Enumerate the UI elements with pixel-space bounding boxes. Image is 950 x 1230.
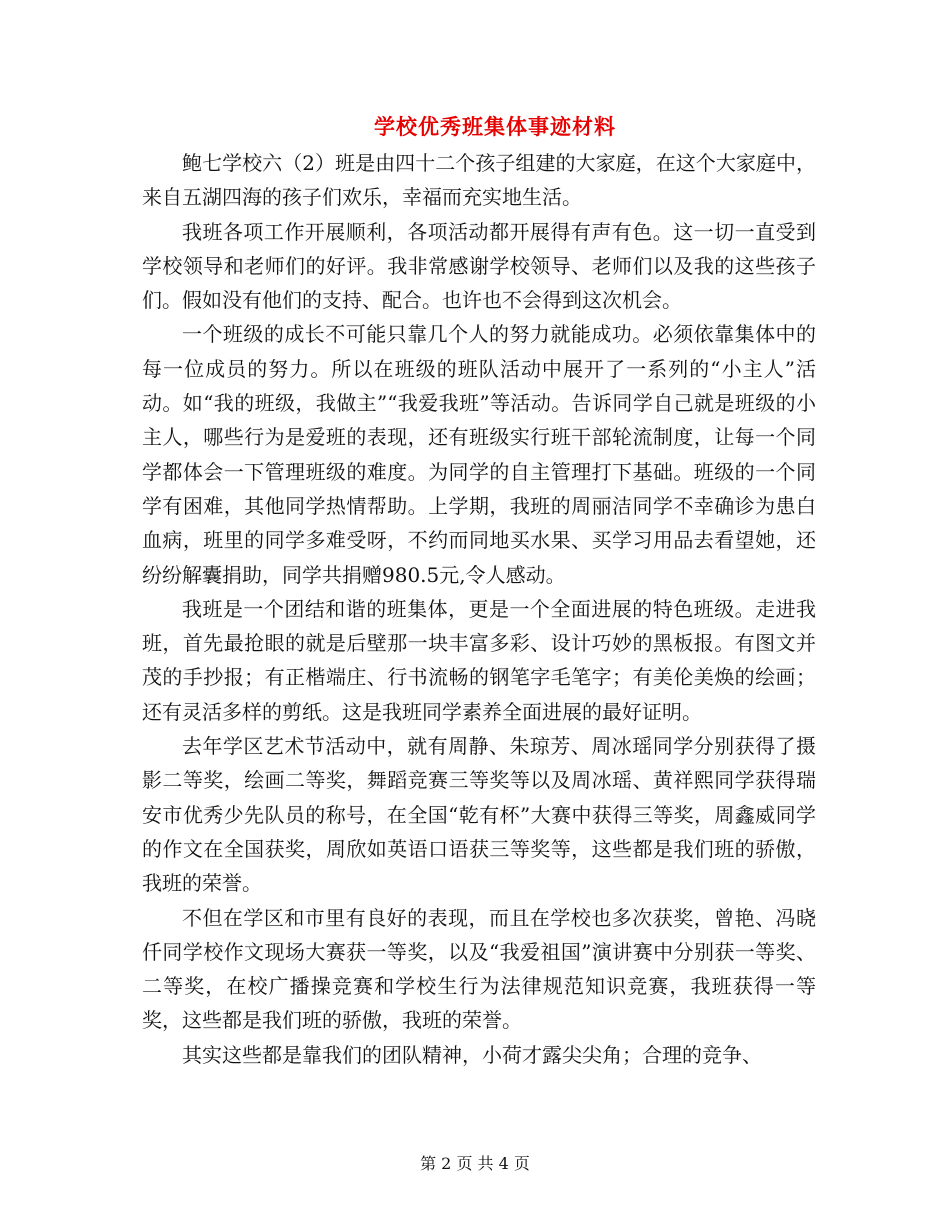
page-number-footer: 第 2 页 共 4 页 [420,1154,530,1173]
document-body [142,146,816,1072]
document-title: 学校优秀班集体事迹材料 [374,115,616,139]
paragraph-achievements: 我班各项工作开展顺利，各项活动都开展得有声有色。这一切一直受到学校领导和老师们的好评。我非常感谢学校领导、老师们以及我的这些孩子们。假如没有他们的支持、配合。也许也不会得到这次机会。 [142,219,816,313]
paragraph-class-features: 我班是一个团结和谐的班集体，更是一个全面进展的特色班级。走进我班，首先最抢眼的就是后壁那一块丰富多彩、设计巧妙的黑板报。有图文并茂的手抄报；有正楷端庄、行书流畅的钢笔字毛笔字；有美伦美焕的绘画；还有灵活多样的剪纸。这是我班同学素养全面进展的最好证明。 [142,596,816,724]
paragraph-team-spirit: 其实这些都是靠我们的团队精神，小荷才露尖尖角；合理的竞争、 [182,1042,762,1067]
paragraph-school-awards: 不但在学区和市里有良好的表现，而且在学校也多次获奖，曾艳、冯晓仟同学校作文现场大赛获一等奖，以及“我爱祖国”演讲赛中分别获一等奖、二等奖，在校广播操竞赛和学校生行为法律规范知识竞赛，我班获得一等奖，这些都是我们班的骄傲，我班的荣誉。 [142,905,816,1033]
paragraph-art-awards: 去年学区艺术节活动中，就有周静、朱琼芳、周冰瑶同学分别获得了摄影二等奖，绘画二等奖，舞蹈竞赛三等奖等以及周冰瑶、黄祥熙同学获得瑞安市优秀少先队员的称号，在全国“乾有杯”大赛中获得三等奖，周鑫威同学的作文在全国获奖，周欣如英语口语获三等奖等，这些都是我们班的骄傲，我班的荣誉。 [142,734,816,896]
paragraph-class-growth: 一个班级的成长不可能只靠几个人的努力就能成功。必须依靠集体中的每一位成员的努力。所以在班级的班队活动中展开了一系列的“小主人”活动。如“我的班级，我做主”“我爱我班”等活动。告诉同学自己就是班级的小主人，哪些行为是爱班的表现，还有班级实行班干部轮流制度，让每一个同学都体会一下管理班级的难度。为同学的自主管理打下基础。班级的一个同学有困难，其他同学热情帮助。上学期，我班的周丽洁同学不幸确诊为患白血病，班里的同学多难受呀，不约而同地买水果、买学习用品去看望她，还纷纷解囊捐助，同学共捐赠980.5元,令人感动。 [142,322,816,587]
paragraph-intro: 鲍七学校六（2）班是由四十二个孩子组建的大家庭，在这个大家庭中，来自五湖四海的孩子们欢乐，幸福而充实地生活。 [142,151,816,210]
